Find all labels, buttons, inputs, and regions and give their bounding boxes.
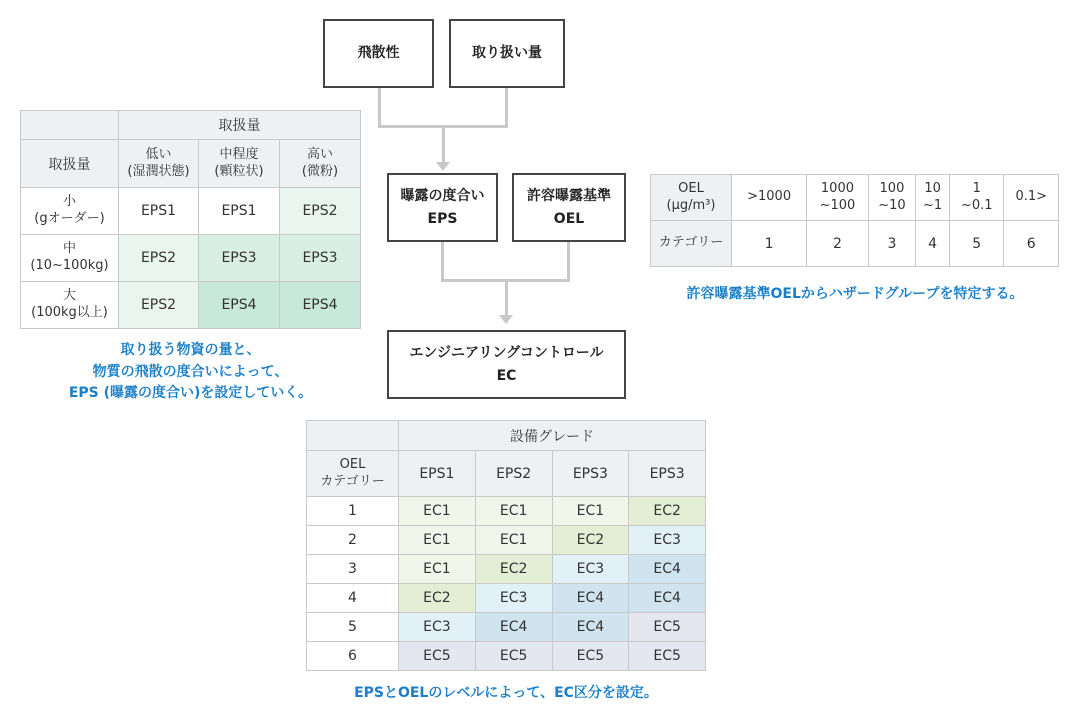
eps-caption [20,340,361,405]
oel-range-line1: 100 [879,180,905,196]
ec-col-header: EPS3 [552,451,629,497]
eps-cell: EPS1 [199,188,280,235]
ec-cell: EC4 [629,584,706,613]
ec-table-group-header: 設備グレード [399,421,706,451]
ec-cell: EC5 [629,613,706,642]
toriatsukai-label: 取り扱い量 [472,45,542,62]
eps-caption-line: 取り扱う物資の量と、 [120,342,261,358]
eps-table [20,110,361,329]
eps-row-header [21,235,119,282]
eps-table-corner [21,111,119,140]
oel-range [1004,175,1059,221]
connector [505,88,508,128]
oel-category: 3 [868,221,916,267]
ec-cell: EC1 [475,526,552,555]
eps-caption-line: 物質の飛散の度合いによって、 [92,363,289,380]
ec-cell: EC1 [399,497,476,526]
ec-table-row [307,584,706,613]
eps-row-header [21,188,119,235]
ec-cell: EC4 [475,613,552,642]
arrowhead [436,162,450,171]
ec-category: 4 [307,584,399,613]
ec-cell: EC3 [475,584,552,613]
ec-table-row [307,642,706,671]
ec-cell: EC5 [399,642,476,671]
ec-code: EC [496,367,517,384]
oel-range [916,175,950,221]
ec-cell: EC2 [629,497,706,526]
eps-code: EPS [427,210,458,227]
eps-table-col-header [199,140,280,188]
ec-category: 1 [307,497,399,526]
ec-title: エンジニアリングコントロール [409,345,604,362]
col-header-line2: (微粉) [301,163,339,179]
oel-title: 許容曝露基準 [527,188,611,205]
ec-row-header [307,451,399,497]
oel-range-line1: 1000 [820,180,854,196]
ec-category: 5 [307,613,399,642]
eps-cell: EPS3 [199,235,280,282]
ec-cell: EC3 [399,613,476,642]
ec-cell: EC2 [475,555,552,584]
connector [378,88,381,128]
oel-range [732,175,807,221]
ec-col-header: EPS2 [475,451,552,497]
col-header-line1: 中程度 [219,146,259,162]
ec-cell: EC5 [552,642,629,671]
oel-category-label: カテゴリー [651,221,732,267]
row-header-line2: (100kg以上) [31,305,108,320]
oel-range-line1: 0.1> [1015,189,1048,205]
hisansei-box [323,19,434,88]
ec-category: 3 [307,555,399,584]
ec-cell: EC4 [629,555,706,584]
toriatsukai-box [449,19,565,88]
eps-title: 曝露の度合い [400,188,485,205]
oel-table [650,174,1059,267]
oel-category: 2 [807,221,868,267]
oel-range [868,175,916,221]
ec-cell: EC3 [629,526,706,555]
col-header-line1: 高い [306,146,333,162]
oel-category: 5 [949,221,1004,267]
ec-cell: EC1 [399,526,476,555]
hisansei-label: 飛散性 [357,45,400,62]
ec-category: 2 [307,526,399,555]
ec-cell: EC1 [475,497,552,526]
eps-row-header [21,282,119,329]
eps-cell: EPS2 [280,188,361,235]
connector [505,279,508,316]
ec-caption: EPSとOELのレベルによって、EC区分を設定。 [354,685,658,701]
oel-range-line2: ~10 [878,197,906,213]
eps-cell: EPS3 [280,235,361,282]
row-header-line1: 大 [62,288,76,304]
col-header-line2: (顆粒状) [214,163,264,179]
ec-table-row [307,613,706,642]
oel-range-line1: >1000 [747,189,792,205]
ec-cell: EC3 [552,555,629,584]
arrowhead [499,315,513,324]
oel-range-line2: ~100 [819,197,856,213]
ec-row-header-line1: OEL [339,456,366,472]
eps-caption-line: EPS (曝露の度合い)を設定していく。 [68,385,313,402]
eps-cell: EPS2 [119,282,199,329]
oel-header-line1: OEL [678,180,704,196]
ec-row-header-line2: カテゴリー [320,473,385,489]
ec-category: 6 [307,642,399,671]
ec-col-header: EPS1 [399,451,476,497]
oel-range-line1: 10 [924,180,941,196]
oel-header [651,175,732,221]
eps-table-row [21,235,361,282]
eps-cell: EPS2 [119,235,199,282]
row-header-line2: (10~100kg) [30,258,109,273]
eps-table-row-header: 取扱量 [21,140,119,188]
oel-range [807,175,868,221]
oel-box [512,173,626,242]
eps-table-col-header [280,140,361,188]
oel-range-line1: 1 [972,180,981,196]
ec-table-row [307,526,706,555]
oel-range-line2: ~0.1 [960,197,993,213]
col-header-line1: 低い [145,146,172,162]
ec-cell: EC5 [629,642,706,671]
eps-table-row [21,188,361,235]
row-header-line2: (gオーダー) [34,211,105,226]
ec-cell: EC2 [552,526,629,555]
oel-category: 6 [1004,221,1059,267]
ec-table-corner [307,421,399,451]
ec-cell: EC2 [399,584,476,613]
eps-cell: EPS1 [119,188,199,235]
oel-range [949,175,1004,221]
connector [442,125,445,163]
ec-box [387,330,626,399]
ec-cell: EC4 [552,584,629,613]
row-header-line1: 中 [62,241,76,257]
ec-table-row [307,497,706,526]
col-header-line2: (湿潤状態) [127,163,190,179]
row-header-line1: 小 [62,194,76,210]
ec-col-header: EPS3 [629,451,706,497]
oel-code: OEL [553,210,585,227]
oel-header-line2: (μg/m³) [666,197,716,213]
oel-category: 4 [916,221,950,267]
ec-table-row [307,555,706,584]
connector [567,242,570,282]
ec-table [306,420,706,671]
eps-box [387,173,498,242]
ec-cell: EC1 [399,555,476,584]
oel-category: 1 [732,221,807,267]
eps-cell: EPS4 [280,282,361,329]
ec-cell: EC1 [552,497,629,526]
oel-caption: 許容曝露基準OELからハザードグループを特定する。 [686,286,1024,302]
ec-cell: EC5 [475,642,552,671]
eps-table-col-header [119,140,199,188]
eps-table-group-header: 取扱量 [119,111,361,140]
connector [441,242,444,282]
eps-cell: EPS4 [199,282,280,329]
oel-range-line2: ~1 [923,197,943,213]
eps-table-row [21,282,361,329]
ec-cell: EC4 [552,613,629,642]
